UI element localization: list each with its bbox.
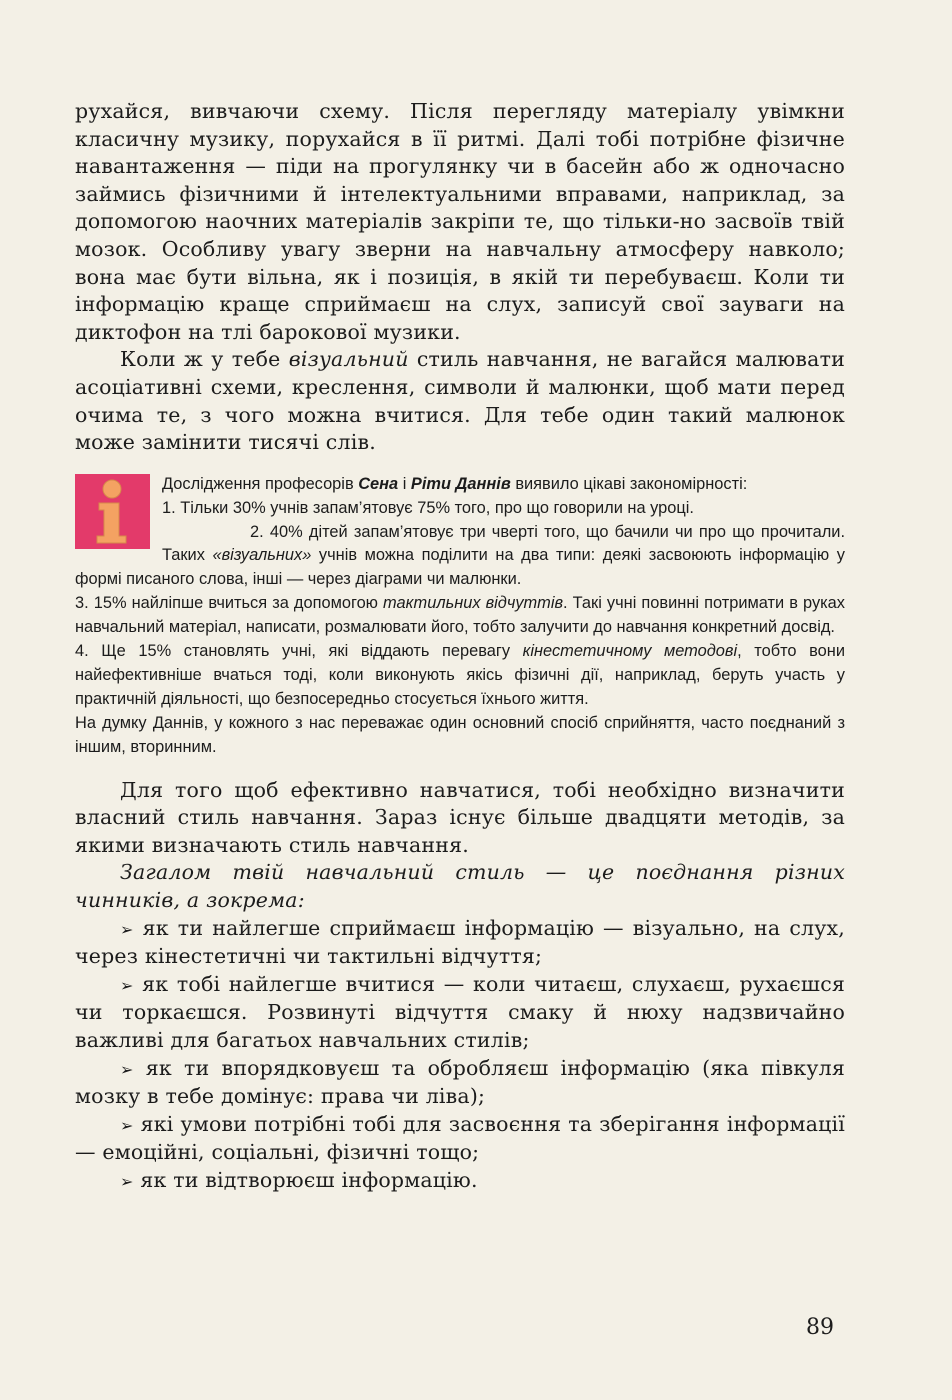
info-box [75, 473, 845, 760]
info-item-2-start: 2. 40% дітей запам’ятовує три чверті того, що бачили чи про що прочитали. Таких [162, 522, 845, 565]
info-intro [75, 473, 845, 497]
list-item-text: як тобі найлегше вчитися — коли читаєш, слухаєш, рухаєшся чи торкаєшся. Розвинуті відчуття смаку й нюху надзвичайно важливі для багатьох навчальних стилів; [75, 971, 846, 1052]
body-text [75, 98, 845, 457]
section-2 [75, 777, 845, 1196]
info-item-3-start: 3. 15% найліпше вчиться за допомогою [75, 594, 384, 613]
info-intro-start: Дослідження професорів [162, 474, 359, 493]
paragraph-4 [75, 859, 845, 914]
factor-list [75, 915, 845, 1196]
info-item-2 [75, 521, 845, 593]
info-item-4-end: , тобто вони найефективніше вчаться тоді, коли виконують якісь фізичні дії, наприклад, беруть участь у практичній діяльності, що безпосередньо стосується їхнього життя. [75, 642, 845, 708]
info-intro-end: виявило цікаві закономірності: [510, 474, 748, 493]
list-item [75, 915, 845, 971]
page-content [75, 98, 845, 1196]
tactile-term: тактильних відчуттів [383, 594, 564, 613]
list-item [75, 971, 845, 1055]
professor-name-1: Сена [358, 474, 399, 493]
info-item-4-start: 4. Ще 15% становлять учні, які віддають перевагу [75, 642, 523, 661]
list-item-text: як ти найлегше сприймаєш інформацію — візуально, на слух, через кінестетичні чи тактильні відчуття; [75, 915, 845, 969]
info-item-2-end: учнів можна поділити на два типи: деякі засвоюють інформацію у формі писаного слова, інші — через діаграми чи малюнки. [75, 546, 846, 589]
info-item-1: 1. Тільки 30% учнів запам’ятовує 75% того, про що говорили на уроці. [162, 498, 694, 517]
paragraph-2-end: стиль навчання, не вагайся малювати асоціативні схеми, креслення, символи й малюнки, щоб мати перед очима те, з чого можна вчитися. Для тебе один такий малюнок може замінити тисячі слів. [75, 347, 845, 455]
list-item [75, 1111, 845, 1167]
list-item-text: які умови потрібні тобі для засвоєння та зберігання інформації — емоційні, соціальні, фізичні тощо; [75, 1111, 846, 1165]
kinesthetic-term: кінестетичному методові [522, 642, 738, 661]
paragraph-2 [75, 346, 845, 456]
arrow-bullet-icon: ➢ [120, 1171, 134, 1191]
visual-style-term: візуальний [288, 347, 409, 372]
list-item [75, 1055, 845, 1111]
arrow-bullet-icon: ➢ [120, 975, 134, 995]
page-number: 89 [806, 1315, 834, 1340]
arrow-bullet-icon: ➢ [120, 1115, 134, 1135]
arrow-bullet-icon: ➢ [120, 919, 134, 939]
info-i-icon [75, 474, 150, 549]
info-item-3 [75, 592, 845, 640]
paragraph-3: Для того щоб ефективно навчатися, тобі необхідно визначити власний стиль навчання. Зараз існує більше двадцяти методів, за якими визначають стиль навчання. [75, 777, 845, 857]
info-intro-and: і [398, 474, 411, 493]
list-item-text: як ти відтворюєш інформацію. [140, 1167, 478, 1192]
list-item [75, 1167, 845, 1196]
paragraph-2-start: Коли ж у тебе [120, 347, 289, 372]
info-item-4 [75, 640, 845, 712]
arrow-bullet-icon: ➢ [120, 1059, 134, 1079]
paragraph-1: рухайся, вивчаючи схему. Після перегляду матеріалу увімкни класичну музику, порухайся в її ритмі. Далі тобі потрібне фізичне навантаження — піди на прогулянку чи в басейн або ж одночасно займись фізичними й інтелектуальними вправами, наприклад, за допомогою наочних матеріалів закріпи те, що тільки-но засвоїв твій мозок. Особливу увагу зверни на навчальну атмосферу навколо; вона має бути вільна, як і позиція, в якій ти перебуваєш. Коли ти інформацію краще сприймаєш на слух, записуй свої зауваги на диктофон на тлі барокової музики. [75, 99, 845, 344]
style-factors-intro: Загалом твій навчальний стиль — це поєднання різних чинників, а зокрема: [75, 860, 845, 912]
professor-name-2: Ріти Даннів [410, 474, 511, 493]
list-item-text: як ти впорядковуєш та обробляєш інформацію (яка півкуля мозку в тебе домінує: права чи ліва); [75, 1055, 845, 1109]
visual-learners-term: «візуальних» [212, 546, 312, 565]
info-item-3-end: . Такі учні повинні потримати в руках навчальний матеріал, написати, розмалювати його, тобто залучити до навчання конкретний досвід. [75, 594, 845, 637]
info-conclusion: На думку Даннів, у кожного з нас переважає один основний спосіб сприйняття, часто поєднаний з іншим, вторинним. [75, 713, 845, 756]
